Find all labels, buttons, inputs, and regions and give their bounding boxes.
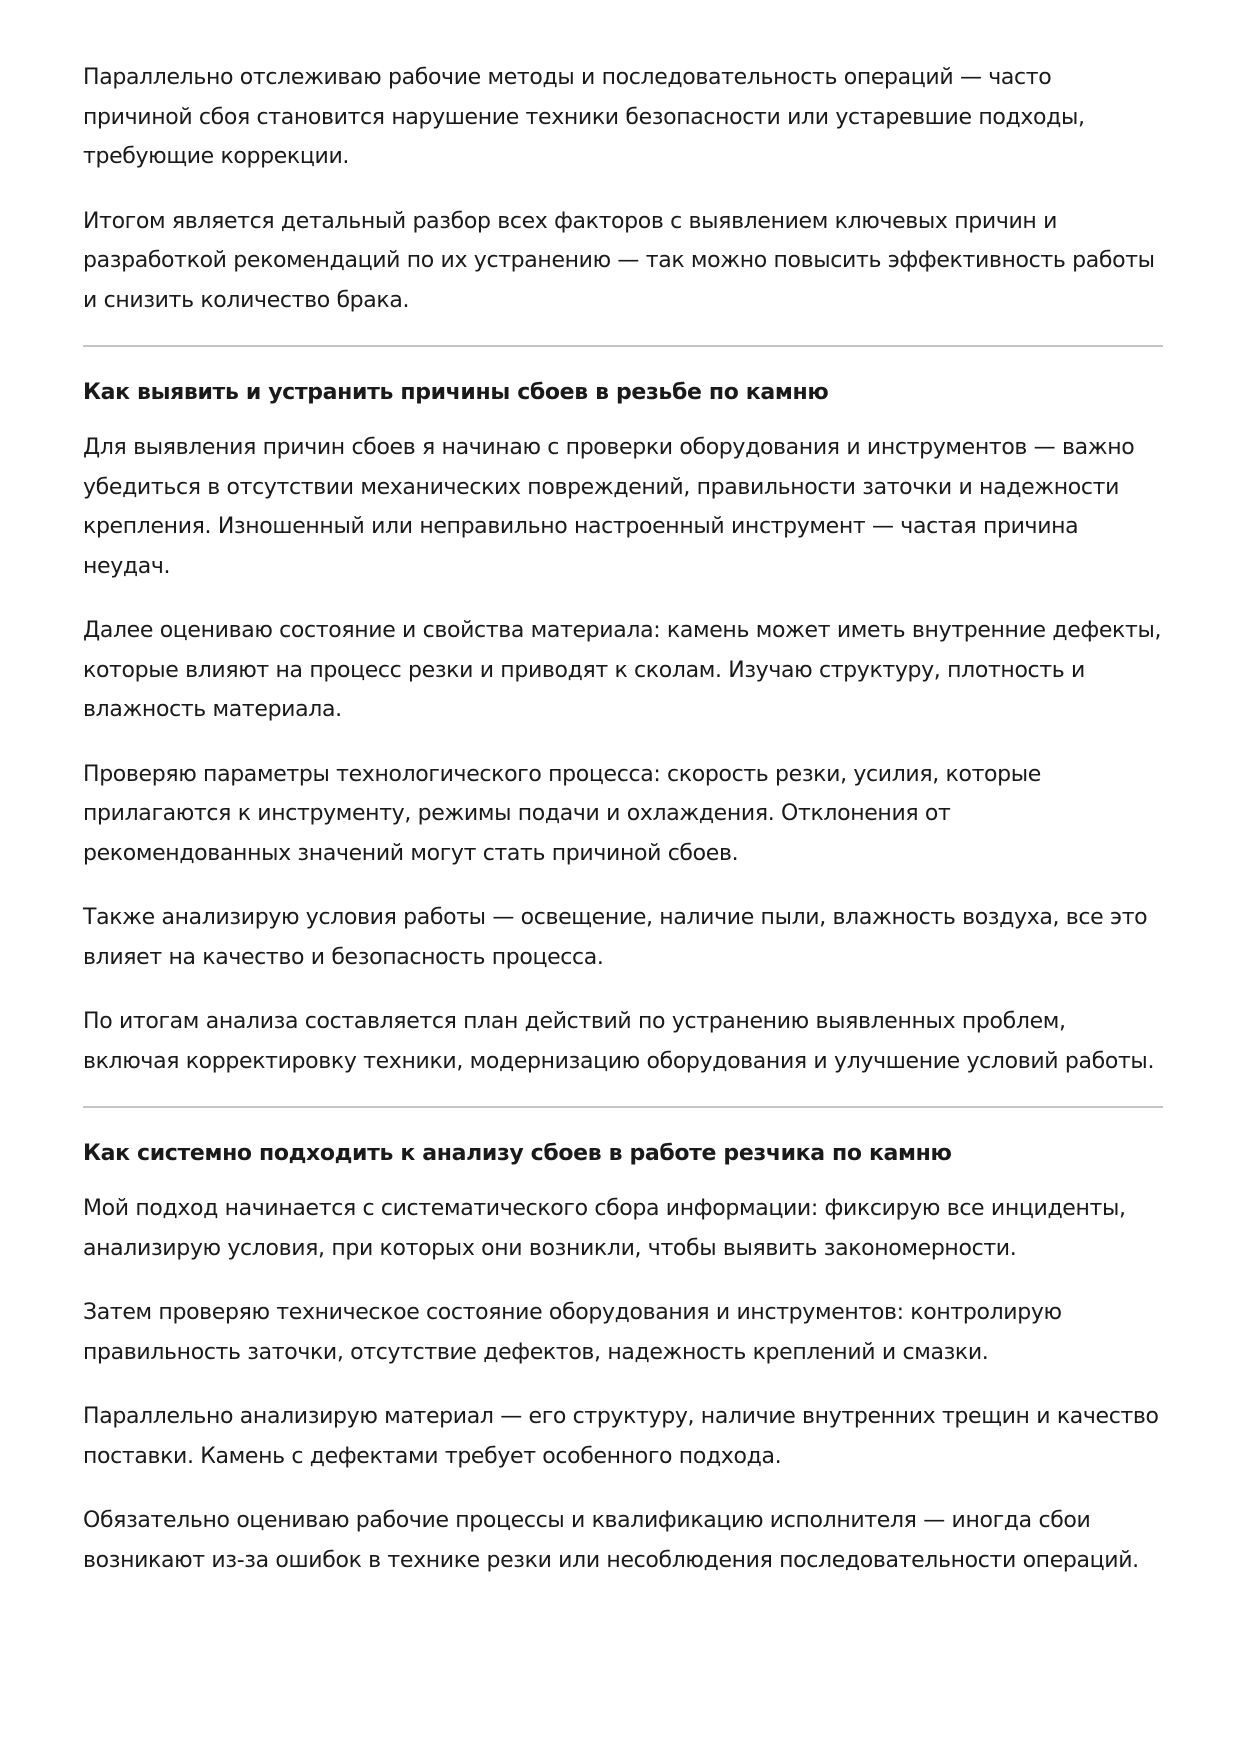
intro-paragraph: Параллельно отслеживаю рабочие методы и последовательность операций — часто причиной сбоя становится нарушение техники безопасности или устаревшие подходы, требующие коррекции. (83, 65, 1085, 169)
section-paragraph: Проверяю параметры технологического процесса: скорость резки, усилия, которые прилагаются к инструменту, режимы подачи и охлаждения. Отклонения от рекомендованных значений могут стать причиной сбоев. (83, 761, 1041, 866)
section-paragraph: Параллельно анализирую материал — его структуру, наличие внутренних трещин и качество поставки. Камень с дефектами требует особенного подхода. (83, 1404, 1159, 1469)
section-paragraph: Затем проверяю техническое состояние оборудования и инструментов: контролирую правильность заточки, отсутствие дефектов, надежность креплений и смазки. (83, 1300, 1062, 1365)
intro-section (83, 58, 1163, 320)
section-paragraph: Далее оцениваю состояние и свойства материала: камень может иметь внутренние дефекты, которые влияют на процесс резки и приводят к сколам. Изучаю структуру, плотность и влажность материала. (83, 618, 1162, 722)
section-paragraph: По итогам анализа составляется план действий по устранению выявленных проблем, включая корректировку техники, модернизацию оборудования и улучшение условий работы. (83, 1009, 1155, 1074)
section-detect-fix-causes (83, 373, 1163, 1081)
section-divider (83, 345, 1163, 347)
document-page (83, 58, 1163, 1605)
section-heading: Как системно подходить к анализу сбоев в работе резчика по камню (83, 1141, 952, 1166)
section-paragraph: Обязательно оцениваю рабочие процессы и квалификацию исполнителя — иногда сбои возникают из-за ошибок в технике резки или несоблюдения последовательности операций. (83, 1508, 1139, 1573)
section-paragraph: Мой подход начинается с систематического сбора информации: фиксирую все инциденты, анализирую условия, при которых они возникли, чтобы выявить закономерности. (83, 1196, 1126, 1261)
section-heading: Как выявить и устранить причины сбоев в резьбе по камню (83, 380, 829, 405)
section-systematic-analysis (83, 1134, 1163, 1580)
section-divider (83, 1106, 1163, 1108)
intro-paragraph: Итогом является детальный разбор всех факторов с выявлением ключевых причин и разработкой рекомендаций по их устранению — так можно повысить эффективность работы и снизить количество брака. (83, 208, 1155, 313)
section-paragraph: Также анализирую условия работы — освещение, наличие пыли, влажность воздуха, все это влияет на качество и безопасность процесса. (83, 905, 1148, 970)
section-paragraph: Для выявления причин сбоев я начинаю с проверки оборудования и инструментов — важно убедиться в отсутствии механических повреждений, правильности заточки и надежности крепления. Изношенный или неправильно настроенный инструмент — частая причина неудач. (83, 435, 1135, 579)
